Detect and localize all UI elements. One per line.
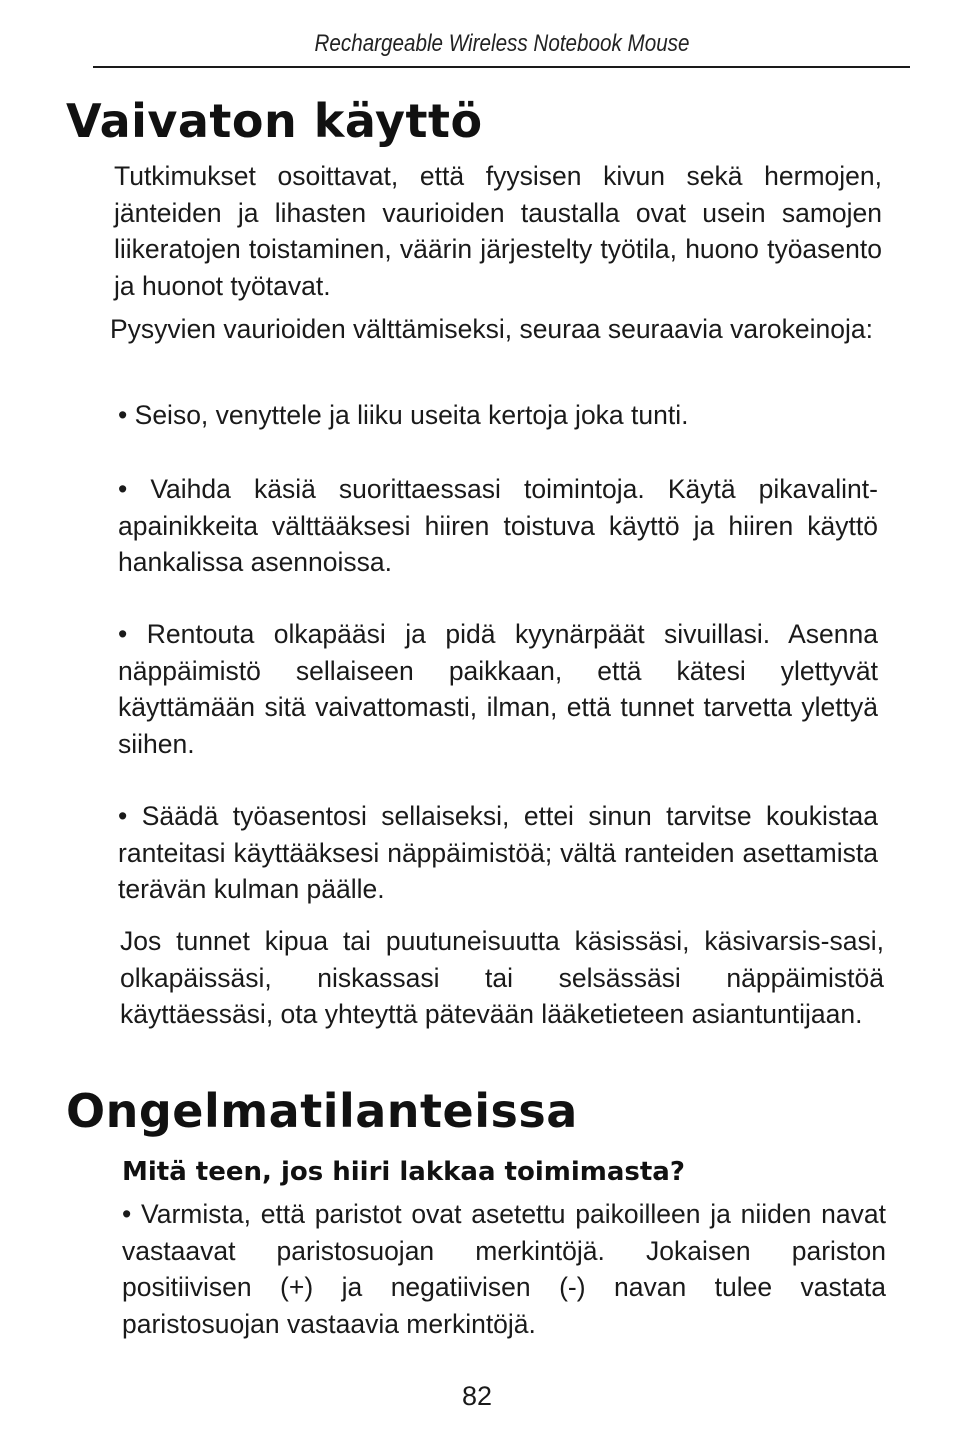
header-divider (93, 66, 910, 68)
faq-question: Mitä teen, jos hiiri lakkaa toimimasta? (122, 1157, 685, 1187)
lead-paragraph: Pysyvien vaurioiden välttämiseksi, seuraa seuraavia varokeinoja: (110, 314, 873, 344)
bullet-item-2: • Vaihda käsiä suorittaessasi toimintoja. Käytä pikavalint-apainikkeita välttääksesi hiiren toistuva käyttö ja hiiren käyttö hankalissa asennoissa. (118, 474, 878, 577)
faq-answer: • Varmista, että paristot ovat asetettu paikoilleen ja niiden navat vastaavat paristosuojan merkintöjä. Jokaisen pariston positiivisen (+) ja negatiivisen (-) navan tulee vastata paristosuojan vastaavia merkintöjä. (122, 1199, 886, 1339)
bullet-item-3: • Rentouta olkapääsi ja pidä kyynärpäät sivuillasi. Asenna näppäimistö sellaiseen paikkaan, että kätesi ylettyvät käyttämään sitä vaivattomasti, ilman, että tunnet tarvetta ylettyä siihen. (118, 619, 878, 759)
section-title-troubleshooting: Ongelmatilanteissa (66, 1084, 578, 1138)
intro-paragraph: Tutkimukset osoittavat, että fyysisen kivun sekä hermojen, jänteiden ja lihasten vaurioiden taustalla ovat usein samojen liikeratojen toistaminen, väärin järjestelty työtila, huono työasento ja huonot työtavat. (114, 161, 882, 301)
closing-paragraph: Jos tunnet kipua tai puutuneisuutta käsissäsi, käsivarsis-sasi, olkapäissäsi, niskassasi tai selsässäsi näppäimistöä käyttäessäsi, ota yhteyttä pätevään lääketieteen asiantuntijaan. (120, 926, 884, 1029)
page-number: 82 (461, 1381, 493, 1411)
bullet-item-1: • Seiso, venyttele ja liiku useita kertoja joka tunti. (118, 400, 689, 430)
section-title-ergonomics: Vaivaton käyttö (66, 94, 483, 148)
running-header: Rechargeable Wireless Notebook Mouse (314, 30, 690, 57)
bullet-item-4: • Säädä työasentosi sellaiseksi, ettei sinun tarvitse koukistaa ranteitasi käyttääksesi näppäimistöä; vältä ranteiden asettamista terävän kulman päälle. (118, 801, 878, 904)
